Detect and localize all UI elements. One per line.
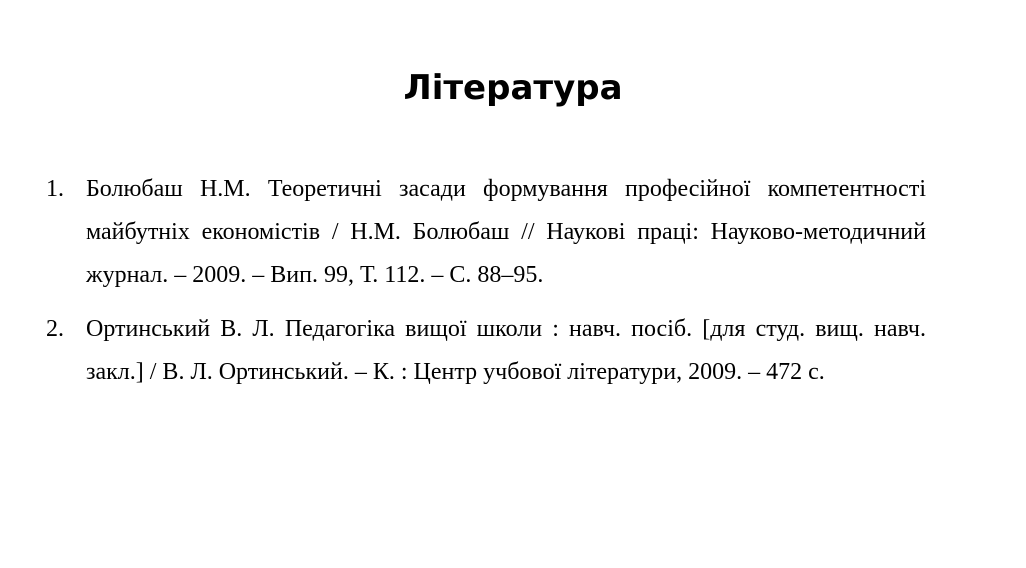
reference-item [46, 308, 926, 394]
reference-text: Болюбаш Н.М. Теоретичні засади формування професійної компетентності майбутніх економістів / Н.М. Болюбаш // Наукові праці: Науково-методичний журнал. – 2009. – Вип. 99, Т. 112. – С. 88–95. [86, 176, 926, 288]
slide-title: Література [403, 68, 623, 108]
reference-number: 2. [46, 316, 64, 342]
reference-list [46, 168, 926, 405]
reference-item [46, 168, 926, 297]
reference-text: Ортинський В. Л. Педагогіка вищої школи : навч. посіб. [для студ. вищ. навч. закл.] / В. Л. Ортинський. – К. : Центр учбової літератури, 2009. – 472 с. [86, 316, 926, 385]
reference-number: 1. [46, 176, 64, 202]
